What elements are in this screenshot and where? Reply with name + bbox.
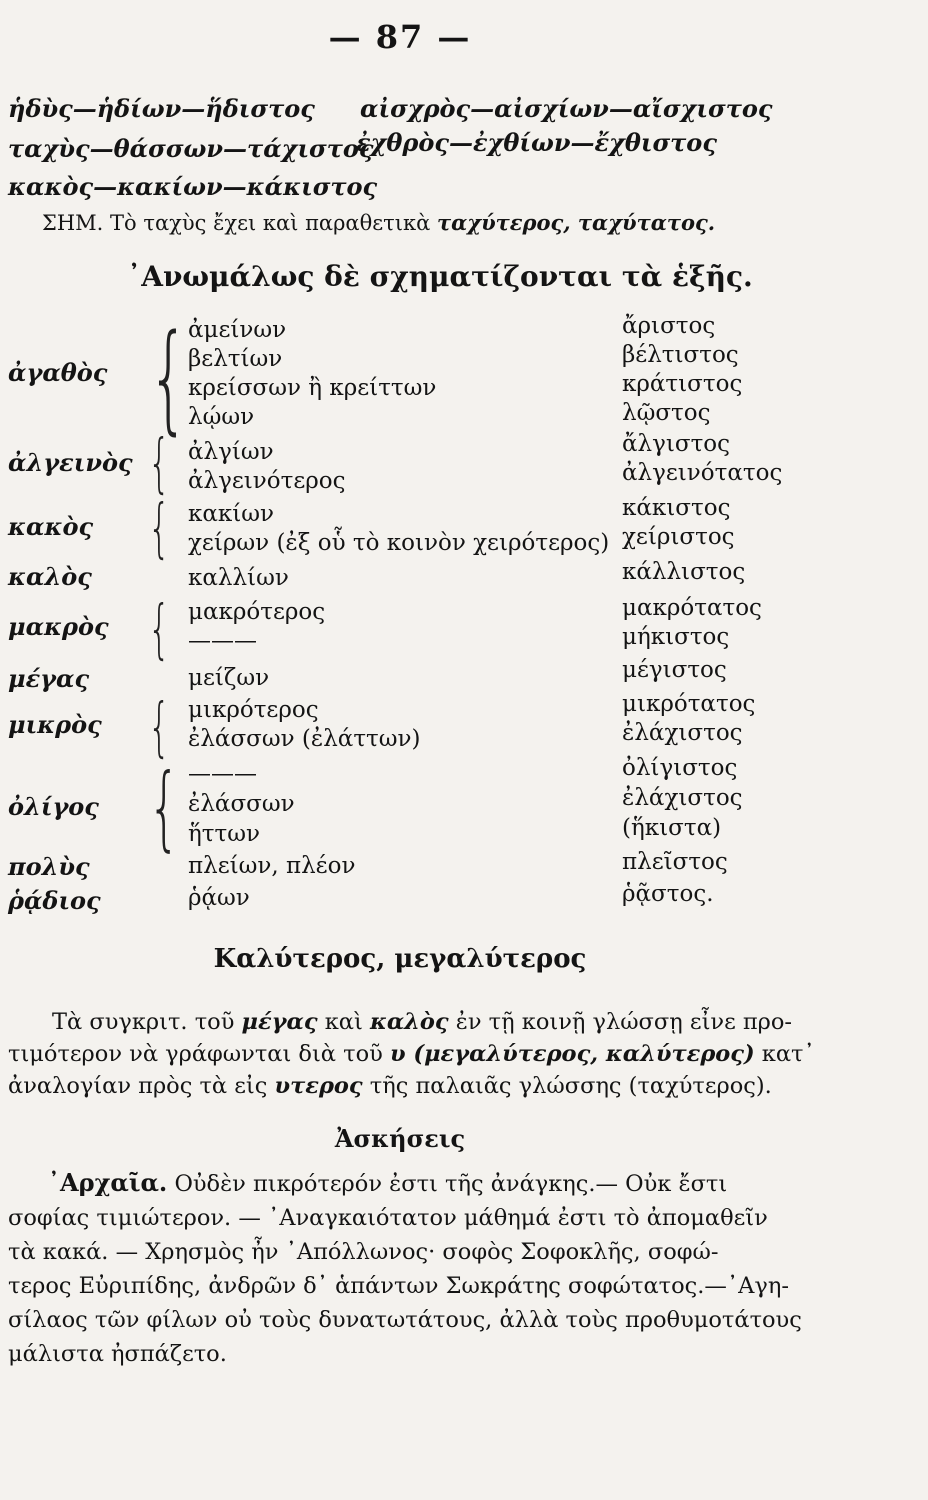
superlative-form: χείριστος — [622, 524, 735, 550]
superlative-form: ῥᾷστος. — [622, 881, 714, 907]
superlative-form: ἐλάχιστος — [622, 785, 743, 811]
adjective-entry: κακὸς — [8, 512, 94, 541]
comparative-form: καλλίων — [188, 565, 289, 591]
comparative-form: μικρότερος — [188, 697, 319, 723]
note-label: ΣΗΜ. — [42, 211, 104, 235]
section-heading-exercises: Ἀσκήσεις — [334, 1124, 466, 1153]
paragraph-text: ἐν τῇ κοινῇ γλώσσῃ εἶνε προ- — [455, 1009, 793, 1035]
brace-icon: { — [148, 691, 171, 765]
superlative-form: ἀλγεινότατος — [622, 460, 783, 486]
adjective-entry: μακρὸς — [8, 612, 109, 641]
note-text: Τὸ ταχὺς ἔχει καὶ παραθετικὰ — [110, 211, 431, 235]
superlative-form: κάκιστος — [622, 495, 731, 521]
comparative-form: ἐλάσσων — [188, 791, 295, 817]
superlative-form: λῷστος — [622, 400, 711, 426]
exercise-line: σοφίας τιμιώτερον. — ᾿Αναγκαιότατον μάθημά ἐστι τὸ ἀπομαθεῖν — [8, 1205, 768, 1231]
exercise-line: μάλιστα ἠσπάζετο. — [8, 1341, 227, 1367]
superlative-form: κράτιστος — [622, 371, 743, 397]
exercise-line: Οὐδὲν πικρότερόν ἐστι τῆς ἀνάγκης.— Οὐκ ἔστι — [174, 1171, 728, 1197]
comparative-form: χείρων (ἐξ οὗ τὸ κοινὸν χειρότερος) — [188, 530, 610, 556]
comparison-row-left: κακὸς—κακίων—κάκιστος — [8, 172, 378, 201]
adjective-entry: μέγας — [8, 664, 90, 693]
comparative-form: ἀλγίων — [188, 439, 274, 465]
superlative-form: μέγιστος — [622, 657, 727, 683]
comparative-form: πλείων, πλέον — [188, 853, 356, 879]
exercise-paragraph — [8, 1166, 802, 1371]
comparative-form: ——— — [188, 628, 257, 654]
superlative-form: ὀλίγιστος — [622, 755, 738, 781]
superlative-form: μήκιστος — [622, 624, 730, 650]
superlative-form: ἄριστος — [622, 313, 716, 339]
comparative-form: βελτίων — [188, 346, 283, 372]
superlative-form: ἐλάχιστος — [622, 720, 743, 746]
superlative-form: μακρότατος — [622, 595, 762, 621]
emphasis-text: μέγας — [241, 1009, 318, 1035]
exercise-label: ᾿Αρχαῖα. — [48, 1168, 168, 1197]
superlative-form: μικρότατος — [622, 691, 756, 717]
brace-icon: { — [148, 754, 181, 861]
superlative-form: (ἥκιστα) — [622, 815, 722, 841]
comparative-form: ἀμείνων — [188, 317, 287, 343]
emphasis-text: υ (μεγαλύτερος, καλύτερος) — [389, 1041, 755, 1067]
paragraph-text: Τὰ συγκριτ. τοῦ — [52, 1009, 235, 1035]
adjective-entry: ὀλίγος — [8, 792, 99, 821]
paragraph-text: τιμότερον νὰ γράφωνται διὰ τοῦ — [8, 1041, 383, 1067]
paragraph-text: καὶ — [324, 1009, 363, 1035]
comparative-form: ——— — [188, 761, 257, 787]
comparison-row-left: ἡδὺς—ἡδίων—ἥδιστος — [8, 94, 315, 123]
exercise-line: σίλαος τῶν φίλων οὐ τοὺς δυνατωτάτους, ἀλλὰ τοὺς προθυμοτάτους — [8, 1307, 802, 1333]
comparative-form: ἥττων — [188, 821, 260, 847]
superlative-form: κάλλιστος — [622, 559, 746, 585]
adjective-entry: μικρὸς — [8, 710, 102, 739]
superlative-form: ἄλγιστος — [622, 431, 731, 457]
comparative-form: μείζων — [188, 665, 270, 691]
comparative-form: λῴων — [188, 404, 255, 430]
brace-icon: { — [148, 492, 171, 566]
section-heading-irregular: ᾿Ανωμάλως δὲ σχηματίζονται τὰ ἑξῆς. — [127, 260, 753, 293]
exercise-line: τὰ κακά. — Χρησμὸς ἦν ᾿Απόλλωνος· σοφὸς Σοφοκλῆς, σοφώ- — [8, 1239, 719, 1265]
emphasis-text: υτερος — [274, 1073, 363, 1099]
section-heading-kaluteros: Καλύτερος, μεγαλύτερος — [213, 944, 587, 974]
adjective-entry: πολὺς — [8, 852, 90, 881]
comparative-form: κρείσσων ἢ κρείττων — [188, 375, 437, 401]
note-line — [42, 208, 715, 238]
comparative-form: ῥᾴων — [188, 885, 250, 911]
superlative-form: πλεῖστος — [622, 849, 728, 875]
adjective-entry: ἀλγεινὸς — [8, 448, 133, 477]
paragraph-text: ἀναλογίαν πρὸς τὰ εἰς — [8, 1073, 268, 1099]
brace-icon: { — [148, 427, 171, 501]
comparison-row-left: ταχὺς—θάσσων—τάχιστος — [8, 134, 374, 163]
page-number: — 87 — — [328, 18, 472, 56]
comparative-form: κακίων — [188, 501, 275, 527]
superlative-form: βέλτιστος — [622, 342, 739, 368]
paragraph-kaluteros — [8, 1006, 815, 1102]
comparison-row-right: αἰσχρὸς—αἰσχίων—αἴσχιστος — [360, 94, 773, 123]
emphasis-text: καλὸς — [369, 1009, 449, 1035]
adjective-entry: ἀγαθὸς — [8, 358, 108, 387]
exercise-line: τερος Εὐριπίδης, ἀνδρῶν δ᾿ ἁπάντων Σωκράτης σοφώτατος.—᾿Αγη- — [8, 1273, 789, 1299]
brace-icon: { — [148, 308, 190, 446]
comparison-row-right: ἐχθρὸς—ἐχθίων—ἔχθιστος — [356, 128, 717, 157]
paragraph-text: κατ᾿ — [761, 1041, 815, 1067]
brace-icon: { — [148, 593, 171, 667]
note-forms: ταχύτερος, ταχύτατος. — [436, 210, 716, 235]
comparative-form: ἀλγεινότερος — [188, 468, 346, 494]
comparative-form: μακρότερος — [188, 599, 326, 625]
comparative-form: ἐλάσσων (ἐλάττων) — [188, 726, 421, 752]
adjective-entry: καλὸς — [8, 562, 92, 591]
paragraph-text: τῆς παλαιᾶς γλώσσης (ταχύτερος). — [369, 1073, 772, 1099]
adjective-entry: ῥᾴδιος — [8, 886, 101, 915]
